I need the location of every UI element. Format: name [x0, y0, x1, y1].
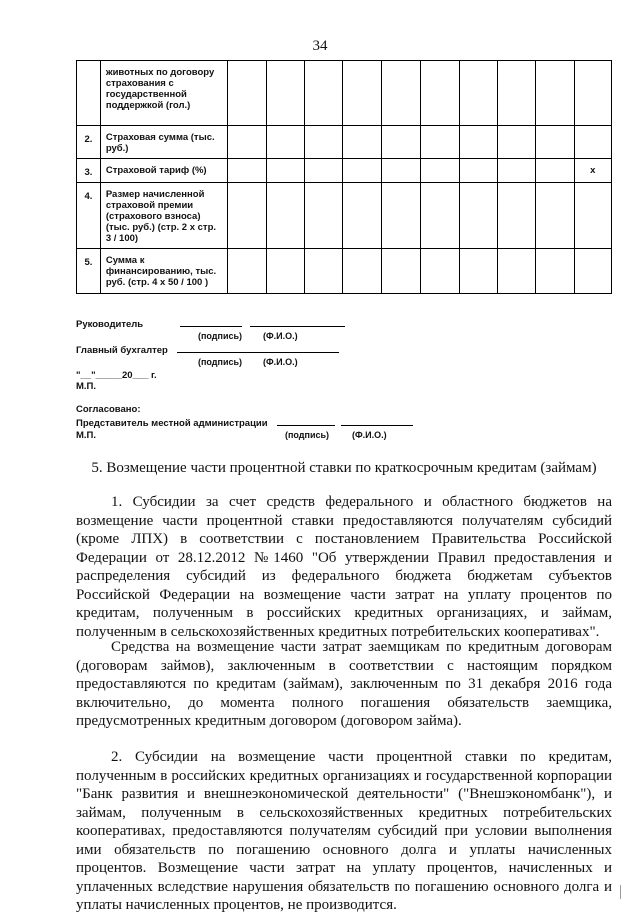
- table-cell: [228, 183, 266, 249]
- table-cell: [574, 61, 611, 126]
- paragraph-3: 2. Субсидии на возмещение части процентной ставки по кредитам, полученным в российских кредитных организациях и государственной корпорации "Банк развития и внешнеэкономической деятельности" ("Внешэкономбанк"), и займам, полученным в сельскохозяйственных кредитных потребительских кооперативах, предоставляются получателям субсидий при условии выполнения ими обязательств по погашению основного долга и уплаты начисленных процентов. Возмещение части затрат на уплату процентов, начисленных и уплаченных вследствие нарушения обязательств по погашению основного долга и уплаты начисленных процентов, не производится.: [76, 749, 612, 913]
- row-label: Страховой тариф (%): [100, 159, 228, 183]
- table-cell: [459, 126, 497, 159]
- table-cell: [305, 159, 343, 183]
- table-cell: [266, 249, 304, 294]
- table-cell: [343, 183, 381, 249]
- table-cell: [459, 183, 497, 249]
- table-cell: [228, 126, 266, 159]
- table-cell: [459, 61, 497, 126]
- paragraph-1: 1. Субсидии за счет средств федерального и областного бюджетов на возмещение части процентной ставки предоставляются получателям субсидий (кроме ЛПХ) в соответствии с постановлением Правительства Российской Федерации от 28.12.2012 №1460 "Об утверждении Правил предоставления и распределения субсидий из федерального бюджета бюджетам субъектов Российской Федерации на возмещение части затрат на уплату процентов по кредитам, полученным в российских кредитных организациях, и займам, полученным в сельскохозяйственных кредитных потребительских кооперативах".: [76, 494, 612, 640]
- date-line: "__"_____20___ г.: [76, 370, 157, 381]
- table-cell: [574, 249, 611, 294]
- table-cell: [381, 249, 420, 294]
- table-cell: [266, 61, 304, 126]
- table-cell: [305, 61, 343, 126]
- row-number: 2.: [77, 126, 101, 159]
- head-fio-line: [250, 326, 345, 327]
- table-cell: [536, 61, 574, 126]
- table-cell: [421, 249, 459, 294]
- stamp-place: М.П.: [76, 381, 97, 392]
- rep-fio-caption: (Ф.И.О.): [352, 430, 387, 440]
- table-row: [77, 126, 612, 159]
- table-cell: [421, 159, 459, 183]
- agreed-label: Согласовано:: [76, 404, 141, 415]
- rep-podpis-caption: (подпись): [285, 430, 330, 440]
- table-cell: [266, 126, 304, 159]
- row-label: Сумма к финансированию, тыс. руб. (стр. 4 х 50 / 100 ): [100, 249, 228, 294]
- table-cell: [536, 183, 574, 249]
- table-cell: [305, 126, 343, 159]
- table-cell: [497, 183, 535, 249]
- row-number: 4.: [77, 183, 101, 249]
- table-cell: [381, 183, 420, 249]
- table-row: [77, 61, 612, 126]
- accountant-label: Главный бухгалтер: [76, 345, 168, 356]
- row-label: животных по договору страхования с государственной поддержкой (гол.): [100, 61, 228, 126]
- table-cell: [536, 126, 574, 159]
- rep-sign-line: [277, 425, 335, 426]
- paragraph-2: Средства на возмещение части затрат заемщикам по кредитным договорам (договорам займов), заключенным в соответствии с настоящим порядком предоставляются по кредитам (займам), заключенным по 31 декабря 2016 года включительно, до момента полного погашения обязательств заемщика, предусмотренных кредитным договором (договором займа).: [76, 639, 612, 729]
- table-cell: [459, 249, 497, 294]
- page-number: 34: [312, 38, 328, 54]
- table-cell: [228, 249, 266, 294]
- accountant-sign-line: [177, 352, 339, 353]
- table-cell: [421, 183, 459, 249]
- table-cell: [305, 183, 343, 249]
- table-row: [77, 183, 612, 249]
- representative-label: Представитель местной администрации: [76, 418, 268, 429]
- table-cell: [343, 126, 381, 159]
- table-cell: [497, 126, 535, 159]
- rep-stamp-place: М.П.: [76, 430, 97, 441]
- table-cell: [536, 159, 574, 183]
- table-cell: [421, 126, 459, 159]
- accountant-fio-caption: (Ф.И.О.): [263, 357, 298, 367]
- row-number: [77, 61, 101, 126]
- table-cell: [228, 159, 266, 183]
- table-cell: [381, 126, 420, 159]
- scan-mark: [620, 885, 621, 899]
- table-row: [77, 159, 612, 183]
- table-cell: [497, 249, 535, 294]
- table-cell: [459, 159, 497, 183]
- table-cell: [228, 61, 266, 126]
- table-cell: [574, 183, 611, 249]
- insurance-table: [76, 60, 612, 294]
- table-cell: [421, 61, 459, 126]
- section-heading: 5. Возмещение части процентной ставки по краткосрочным кредитам (займам): [91, 460, 597, 476]
- table-row: [77, 249, 612, 294]
- table-cell: [266, 183, 304, 249]
- table-cell: [343, 159, 381, 183]
- head-podpis-caption: (подпись): [198, 331, 243, 341]
- table-cell: [343, 249, 381, 294]
- row-label: Размер начисленной страховой премии (страхового взноса) (тыс. руб.) (стр. 2 х стр. 3 / 100): [100, 183, 228, 249]
- rep-fio-line: [341, 425, 413, 426]
- accountant-podpis-caption: (подпись): [198, 357, 243, 367]
- table-cell: [266, 159, 304, 183]
- table-cell: [497, 159, 535, 183]
- head-sign-line: [180, 326, 242, 327]
- head-label: Руководитель: [76, 319, 144, 330]
- table-cell: x: [574, 159, 611, 183]
- table-cell: [343, 61, 381, 126]
- head-fio-caption: (Ф.И.О.): [263, 331, 298, 341]
- table-cell: [497, 61, 535, 126]
- row-number: 3.: [77, 159, 101, 183]
- row-number: 5.: [77, 249, 101, 294]
- table-cell: [381, 159, 420, 183]
- table-cell: [536, 249, 574, 294]
- table-cell: [574, 126, 611, 159]
- table-cell: [381, 61, 420, 126]
- table-cell: [305, 249, 343, 294]
- row-label: Страховая сумма (тыс. руб.): [100, 126, 228, 159]
